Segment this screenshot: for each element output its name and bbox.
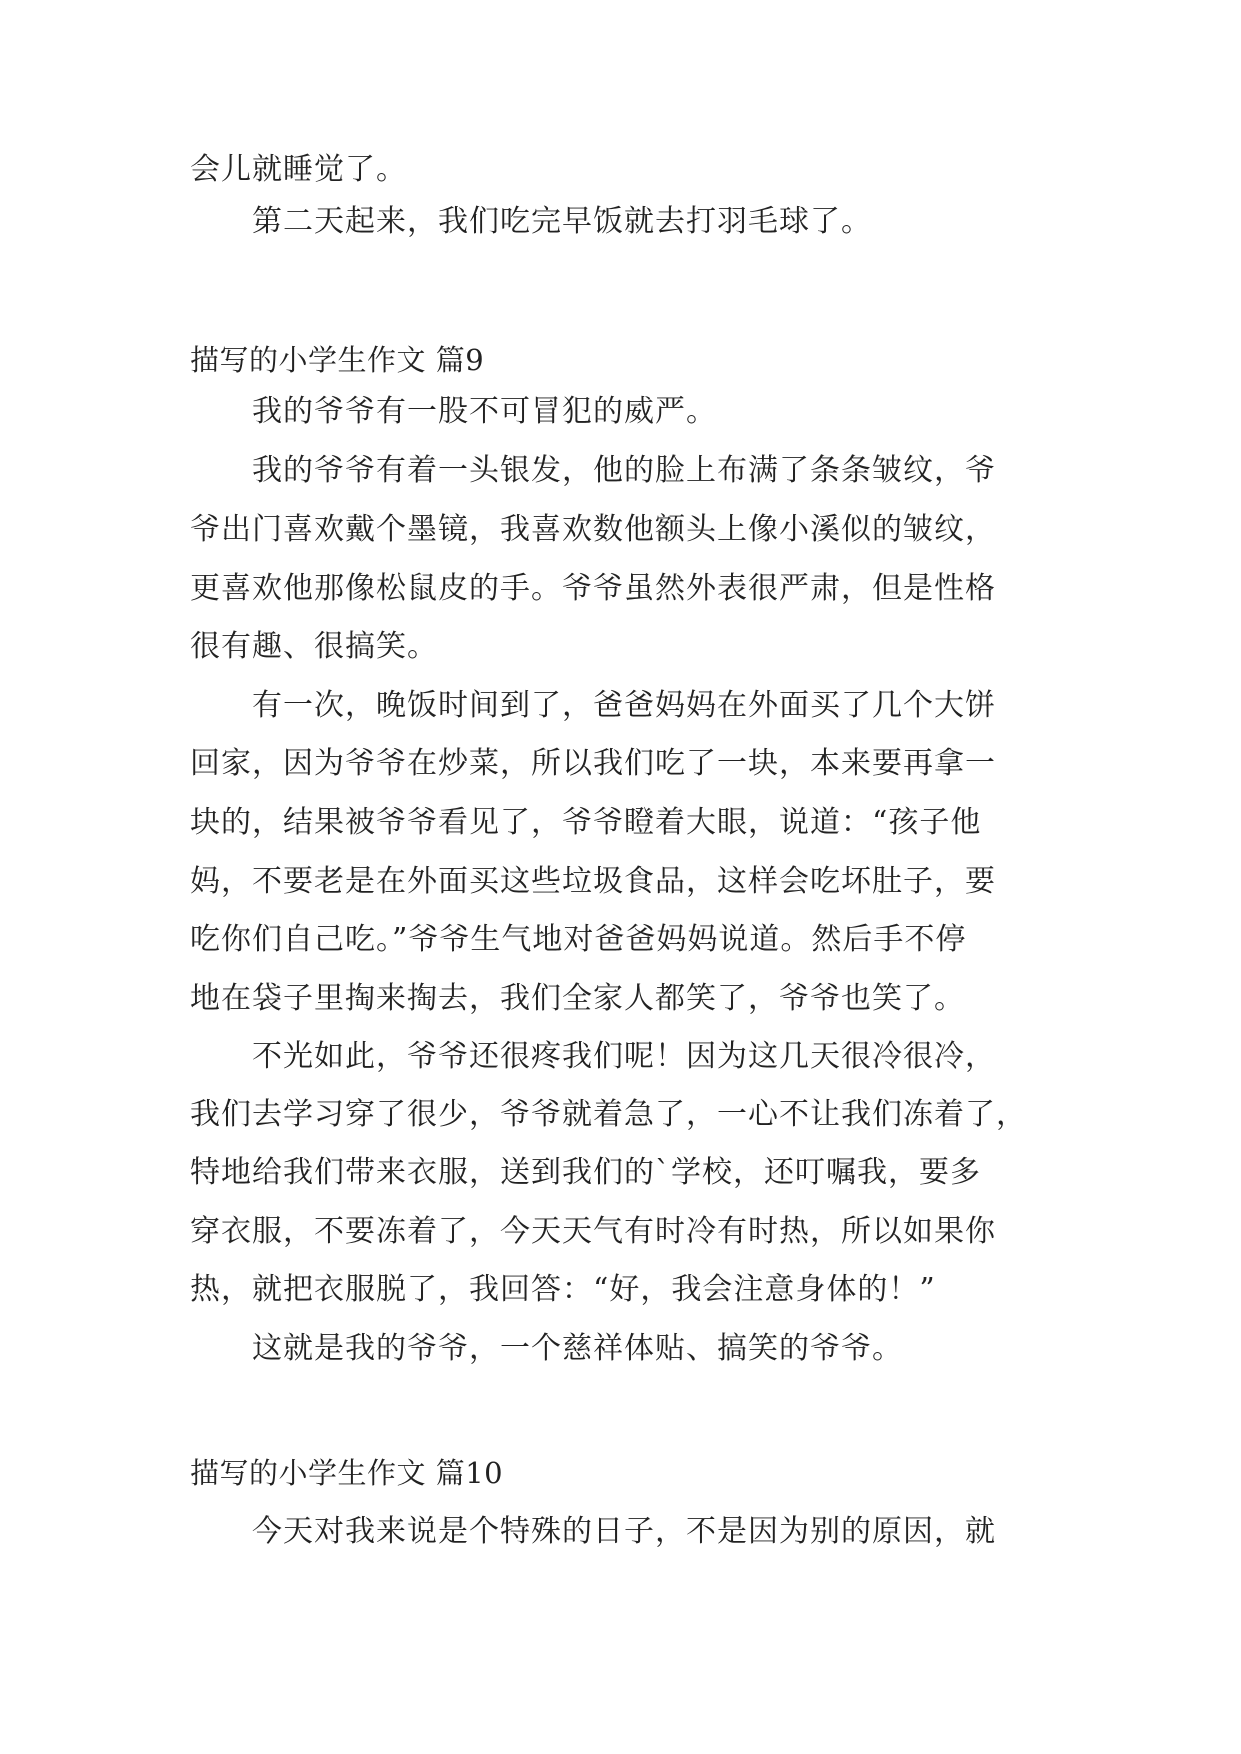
paragraph-line: 不光如此，爷爷还很疼我们呢！因为这几天很冷很冷， bbox=[252, 1039, 996, 1074]
paragraph-line: 会儿就睡觉了。 bbox=[190, 152, 407, 187]
paragraph-line: 我们去学习穿了很少，爷爷就着急了，一心不让我们冻着了， bbox=[190, 1097, 1027, 1132]
paragraph-line: 我的爷爷有着一头银发，他的脸上布满了条条皱纹，爷 bbox=[252, 453, 996, 488]
paragraph-line: 妈，不要老是在外面买这些垃圾食品，这样会吃坏肚子，要 bbox=[190, 864, 996, 899]
paragraph-line: 很有趣、很搞笑。 bbox=[190, 629, 438, 664]
paragraph-line: 有一次，晚饭时间到了，爸爸妈妈在外面买了几个大饼 bbox=[252, 688, 996, 723]
paragraph-line: 更喜欢他那像松鼠皮的手。爷爷虽然外表很严肃，但是性格 bbox=[190, 571, 996, 606]
paragraph-line: 今天对我来说是个特殊的日子，不是因为别的原因，就 bbox=[252, 1514, 996, 1549]
paragraph-line: 块的，结果被爷爷看见了，爷爷瞪着大眼，说道：“孩子他 bbox=[190, 805, 982, 840]
paragraph-line: 第二天起来，我们吃完早饭就去打羽毛球了。 bbox=[252, 204, 872, 239]
section-heading: 描写的小学生作文 篇10 bbox=[190, 1456, 504, 1490]
paragraph-line: 特地给我们带来衣服，送到我们的`学校，还叮嘱我，要多 bbox=[190, 1155, 981, 1190]
paragraph-line: 我的爷爷有一股不可冒犯的威严。 bbox=[252, 394, 717, 429]
paragraph-line: 吃你们自己吃。”爷爷生气地对爸爸妈妈说道。然后手不停 bbox=[190, 922, 967, 957]
paragraph-line: 穿衣服，不要冻着了，今天天气有时冷有时热，所以如果你 bbox=[190, 1214, 996, 1249]
paragraph-line: 这就是我的爷爷，一个慈祥体贴、搞笑的爷爷。 bbox=[252, 1331, 903, 1366]
section-heading: 描写的小学生作文 篇9 bbox=[190, 343, 485, 377]
paragraph-line: 回家，因为爷爷在炒菜，所以我们吃了一块，本来要再拿一 bbox=[190, 746, 996, 781]
paragraph-line: 热，就把衣服脱了，我回答：“好，我会注意身体的！” bbox=[190, 1272, 936, 1307]
paragraph-line: 地在袋子里掏来掏去，我们全家人都笑了，爷爷也笑了。 bbox=[190, 981, 965, 1016]
paragraph-line: 爷出门喜欢戴个墨镜，我喜欢数他额头上像小溪似的皱纹， bbox=[190, 512, 996, 547]
